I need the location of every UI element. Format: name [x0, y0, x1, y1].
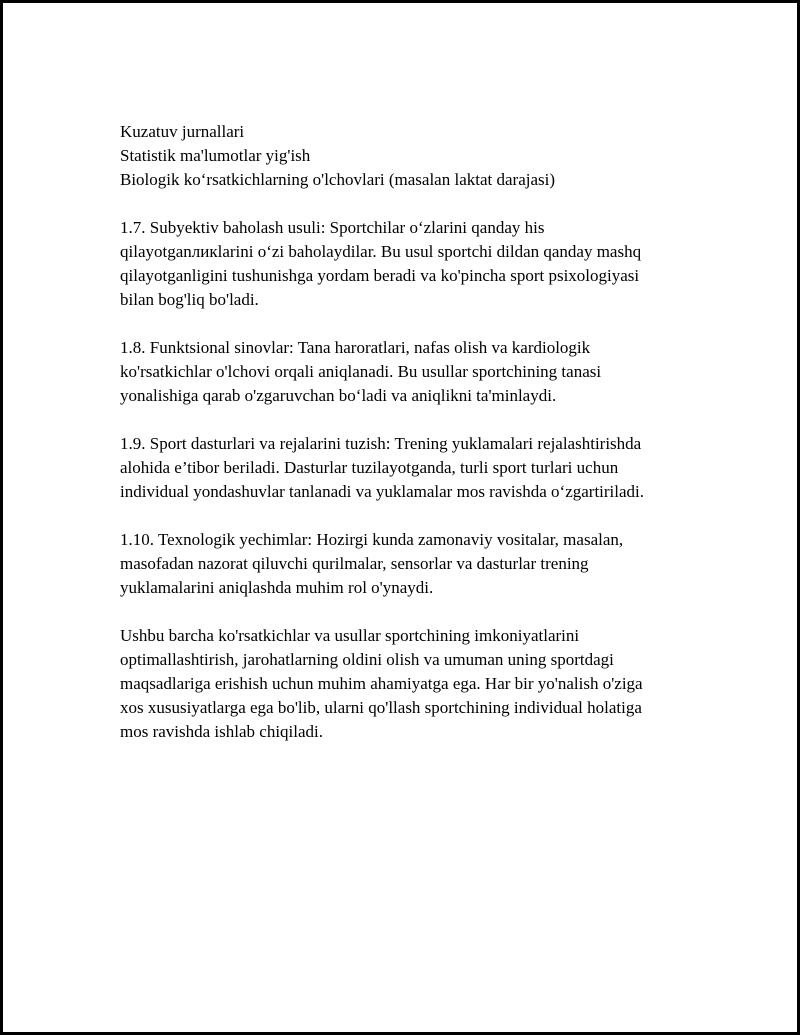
paragraph-line: yuklamalarini aniqlashda muhim rol o'ynaydi.	[120, 578, 434, 597]
paragraph-line: ko'rsatkichlar o'lchovi orqali aniqlanadi. Bu usullar sportchining tanasi	[120, 362, 602, 381]
paragraph-subjective-assessment	[120, 216, 700, 312]
paragraph-technological-solutions	[120, 528, 700, 600]
paragraph-line: maqsadlariga erishish uchun muhim ahamiyatga ega. Har bir yo'nalish o'ziga	[120, 674, 643, 693]
paragraph-line: qilayotganligini tushunishga yordam beradi va ko'pincha sport psixologiyasi	[120, 266, 640, 285]
paragraph-line: optimallashtirish, jarohatlarning oldini olish va umuman uning sportdagi	[120, 650, 614, 669]
paragraph-line: 1.7. Subyektiv baholash usuli: Sportchilar o‘zlarini qanday his	[120, 218, 545, 237]
paragraph-functional-tests	[120, 336, 700, 408]
paragraph-line: 1.8. Funktsional sinovlar: Tana haroratlari, nafas olish va kardiologik	[120, 338, 591, 357]
paragraph-line: individual yondashuvlar tanlanadi va yuklamalar mos ravishda o‘zgartiriladi.	[120, 482, 645, 501]
methods-list	[120, 120, 700, 192]
paragraph-line: masofadan nazorat qiluvchi qurilmalar, sensorlar va dasturlar trening	[120, 554, 589, 573]
paragraph-line: 1.9. Sport dasturlari va rejalarini tuzish: Trening yuklamalari rejalashtirishda	[120, 434, 642, 453]
paragraph-line: bilan bog'liq bo'ladi.	[120, 290, 259, 309]
paragraph-line: mos ravishda ishlab chiqiladi.	[120, 722, 324, 741]
list-item: Kuzatuv jurnallari	[120, 122, 245, 141]
paragraph-line: alohida e’tibor beriladi. Dasturlar tuzilayotganda, turli sport turlari uchun	[120, 458, 619, 477]
document-body	[120, 120, 700, 768]
paragraph-summary	[120, 624, 700, 744]
paragraph-training-programs	[120, 432, 700, 504]
paragraph-line: yonalishiga qarab o'zgaruvchan bo‘ladi va aniqlikni ta'minlaydi.	[120, 386, 557, 405]
paragraph-line: qilayotganликlarini o‘zi baholaydilar. Bu usul sportchi dildan qanday mashq	[120, 242, 642, 261]
list-item: Statistik ma'lumotlar yig'ish	[120, 146, 311, 165]
paragraph-line: Ushbu barcha ko'rsatkichlar va usullar sportchining imkoniyatlarini	[120, 626, 580, 645]
list-item: Biologik ko‘rsatkichlarning o'lchovlari (masalan laktat darajasi)	[120, 170, 556, 189]
paragraph-line: xos xususiyatlarga ega bo'lib, ularni qo'llash sportchining individual holatiga	[120, 698, 642, 717]
paragraph-line: 1.10. Texnologik yechimlar: Hozirgi kunda zamonaviy vositalar, masalan,	[120, 530, 624, 549]
